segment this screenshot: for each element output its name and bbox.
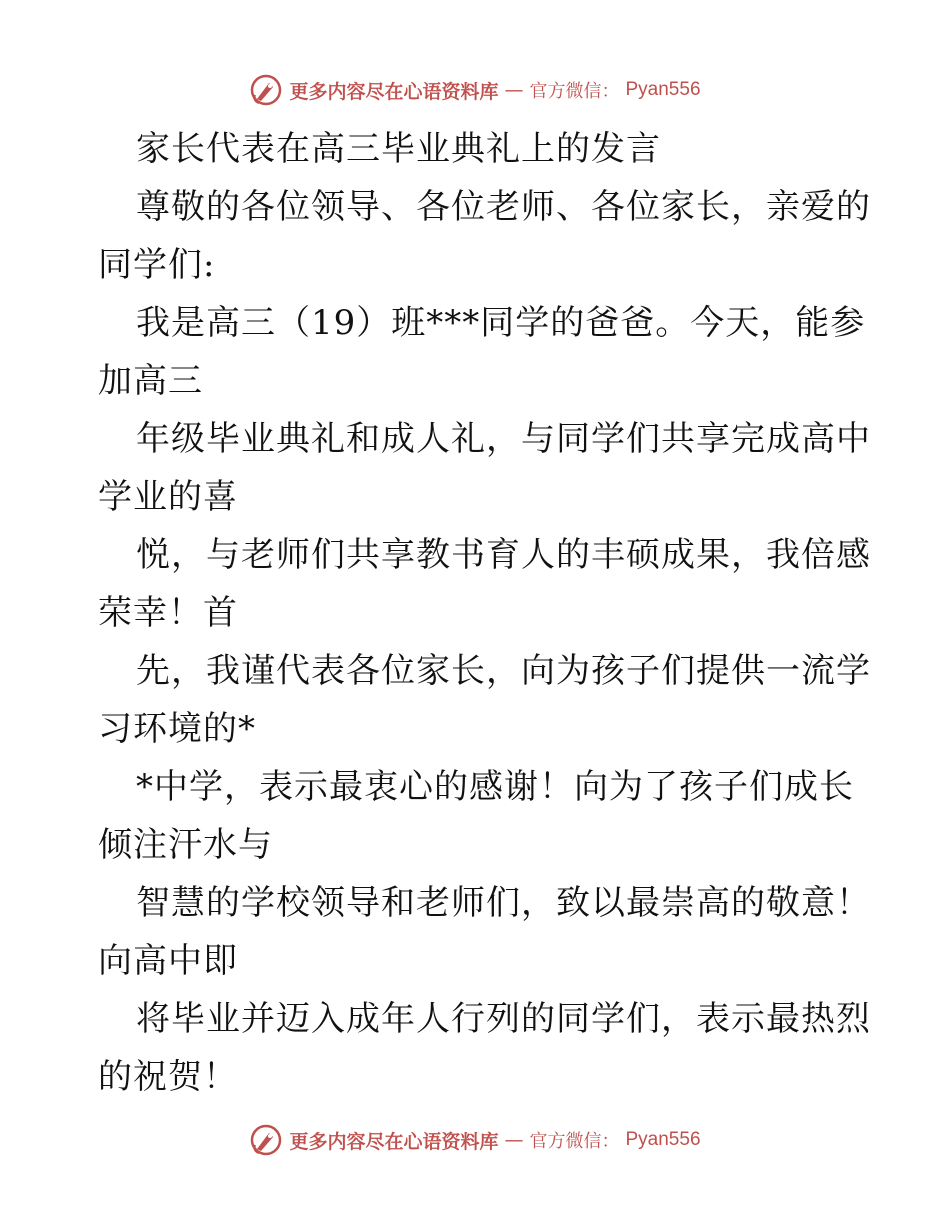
banner-main-text: 更多内容尽在心语资料库: [289, 80, 499, 103]
text-line: 悦，与老师们共享教书育人的丰硕成果，我倍感: [136, 535, 871, 575]
text-line: 加高三: [98, 361, 203, 401]
banner-wechat-id: Pyan556: [625, 1129, 701, 1150]
text-line: 习环境的*: [98, 709, 256, 749]
text-line: 倾注汗水与: [98, 825, 273, 865]
text-line: 的祝贺！: [98, 1057, 238, 1097]
text-line: 将毕业并迈入成年人行列的同学们，表示最热烈: [136, 999, 871, 1039]
document-body: [98, 120, 871, 1106]
banner-wechat-label: 官方微信：: [529, 1131, 620, 1152]
footer-banner: [0, 1120, 950, 1160]
text-line: 智慧的学校领导和老师们，致以最崇高的敬意！: [136, 883, 871, 923]
pen-nib-logo-icon: [249, 1123, 283, 1157]
text-line: 年级毕业典礼和成人礼，与同学们共享完成高中: [136, 419, 871, 459]
banner-wechat-label: 官方微信：: [529, 81, 620, 102]
banner-wechat-id: Pyan556: [625, 79, 701, 100]
text-line: 向高中即: [98, 941, 238, 981]
banner-main-text: 更多内容尽在心语资料库: [289, 1130, 499, 1153]
pen-nib-logo-icon: [249, 73, 283, 107]
text-line: 我是高三（19）班***同学的爸爸。今天，能参: [136, 303, 866, 343]
text-line: 家长代表在高三毕业典礼上的发言: [136, 129, 661, 169]
text-line: 学业的喜: [98, 477, 238, 517]
text-line: 荣幸！首: [98, 593, 238, 633]
text-line: 先，我谨代表各位家长，向为孩子们提供一流学: [136, 651, 871, 691]
banner-separator: —: [504, 1129, 524, 1151]
header-banner: [0, 70, 950, 110]
text-line: 尊敬的各位领导、各位老师、各位家长，亲爱的: [136, 187, 871, 227]
text-line: *中学，表示最衷心的感谢！向为了孩子们成长: [136, 767, 854, 807]
banner-separator: —: [504, 79, 524, 101]
text-line: 同学们:: [98, 245, 216, 285]
